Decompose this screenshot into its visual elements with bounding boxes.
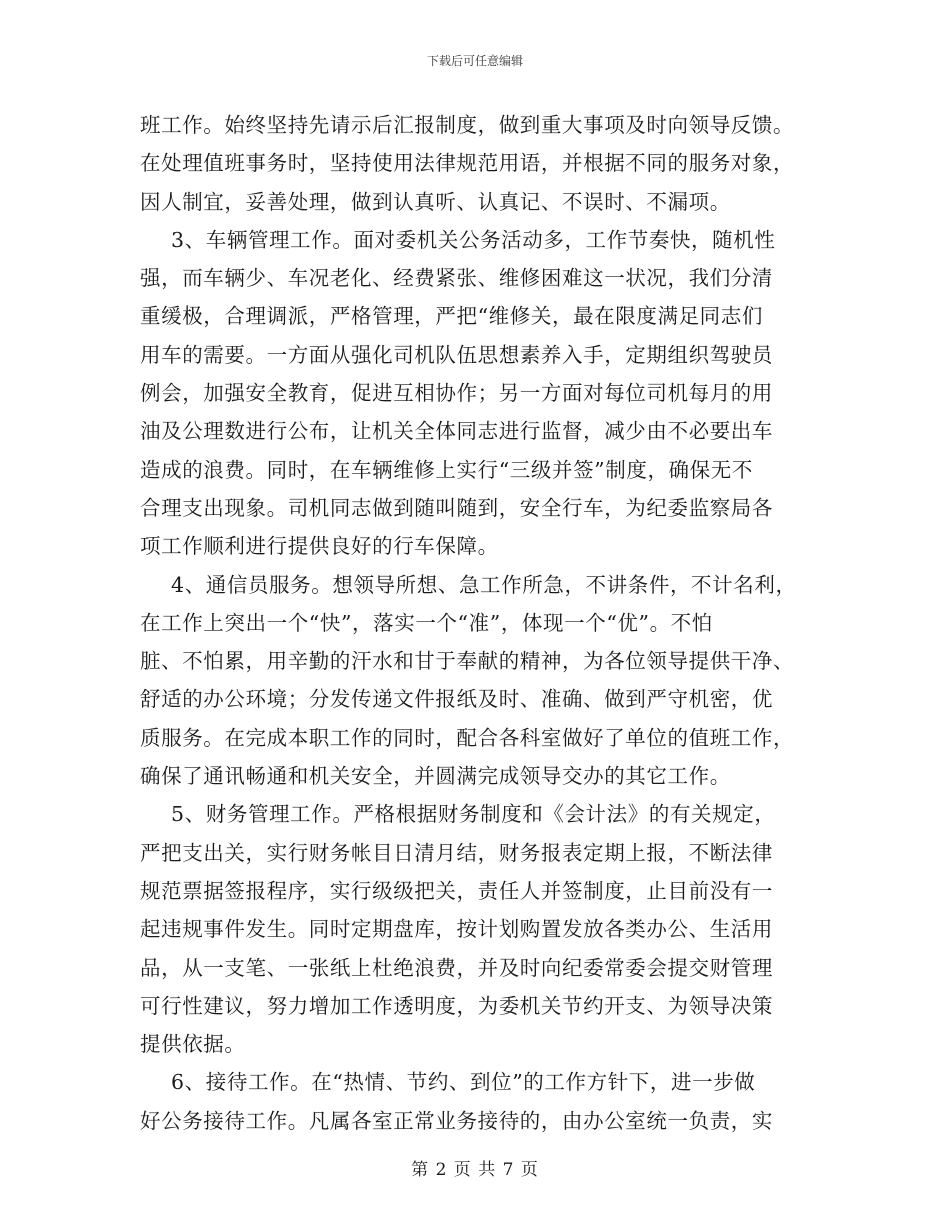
- text-line: 起违规事件发生。同时定期盘库，按计划购置发放各类办公、生活用: [140, 917, 773, 942]
- text-line: 合理支出现象。司机同志做到随叫随到，安全行车，为纪委监察局各: [140, 495, 773, 520]
- text-line: 3、车辆管理工作。面对委机关公务活动多，工作节奏快，随机性: [171, 227, 776, 252]
- page-footer: 第 2 页 共 7 页: [411, 1160, 539, 1180]
- document-body: [140, 106, 820, 1140]
- text-line: 舒适的办公环境；分发传递文件报纸及时、准确、做到严守机密，优: [140, 687, 773, 712]
- text-line: 强，而车辆少、车况老化、经费紧张、维修困难这一状况，我们分清: [140, 266, 773, 291]
- text-line: 好公务接待工作。凡属各室正常业务接待的，由办公室统一负责，实: [140, 1108, 773, 1133]
- text-line: 脏、不怕累，用辛勤的汗水和甘于奉献的精神，为各位领导提供干净、: [140, 649, 795, 674]
- text-line: 品，从一支笔、一张纸上杜绝浪费，并及时向纪委常委会提交财管理: [140, 955, 773, 980]
- text-line: 项工作顺利进行提供良好的行车保障。: [140, 534, 499, 559]
- text-line: 严把支出关，实行财务帐目日清月结，财务报表定期上报，不断法律: [140, 840, 773, 865]
- text-line: 可行性建议，努力增加工作透明度，为委机关节约开支、为领导决策: [140, 993, 773, 1018]
- text-line: 在处理值班事务时，坚持使用法律规范用语，并根据不同的服务对象，: [140, 151, 795, 176]
- text-line: 提供依据。: [140, 1032, 246, 1057]
- text-line: 6、接待工作。在“热情、节约、到位”的工作方针下，进一步做: [171, 1070, 756, 1095]
- text-line: 确保了通讯畅通和机关安全，并圆满完成领导交办的其它工作。: [140, 764, 731, 789]
- text-line: 造成的浪费。同时，在车辆维修上实行“三级并签”制度，确保无不: [140, 457, 753, 482]
- text-line: 规范票据签报程序，实行级级把关，责任人并签制度，止目前没有一: [140, 878, 773, 903]
- text-line: 油及公理数进行公布，让机关全体同志进行监督，减少由不必要出车: [140, 419, 773, 444]
- text-line: 4、通信员服务。想领导所想、急工作所急，不讲条件，不计名利，: [171, 572, 797, 597]
- text-line: 在工作上突出一个“快”，落实一个“准”，体现一个“优”。不怕: [140, 610, 713, 635]
- page-header: 下载后可任意编辑: [426, 54, 523, 68]
- text-line: 用车的需要。一方面从强化司机队伍思想素养入手，定期组织驾驶员: [140, 342, 773, 367]
- text-line: 班工作。始终坚持先请示后汇报制度，做到重大事项及时向领导反馈。: [140, 113, 795, 137]
- text-line: 质服务。在完成本职工作的同时，配合各科室做好了单位的值班工作，: [140, 725, 795, 750]
- text-line: 例会，加强安全教育，促进互相协作；另一方面对每位司机每月的用: [140, 381, 773, 406]
- text-line: 重缓极，合理调派，严格管理，严把“维修关，最在限度满足同志们: [140, 304, 763, 329]
- text-line: 5、财务管理工作。严格根据财务制度和《会计法》的有关规定，: [171, 802, 776, 827]
- text-line: 因人制宜，妥善处理，做到认真听、认真记、不误时、不漏项。: [140, 189, 731, 214]
